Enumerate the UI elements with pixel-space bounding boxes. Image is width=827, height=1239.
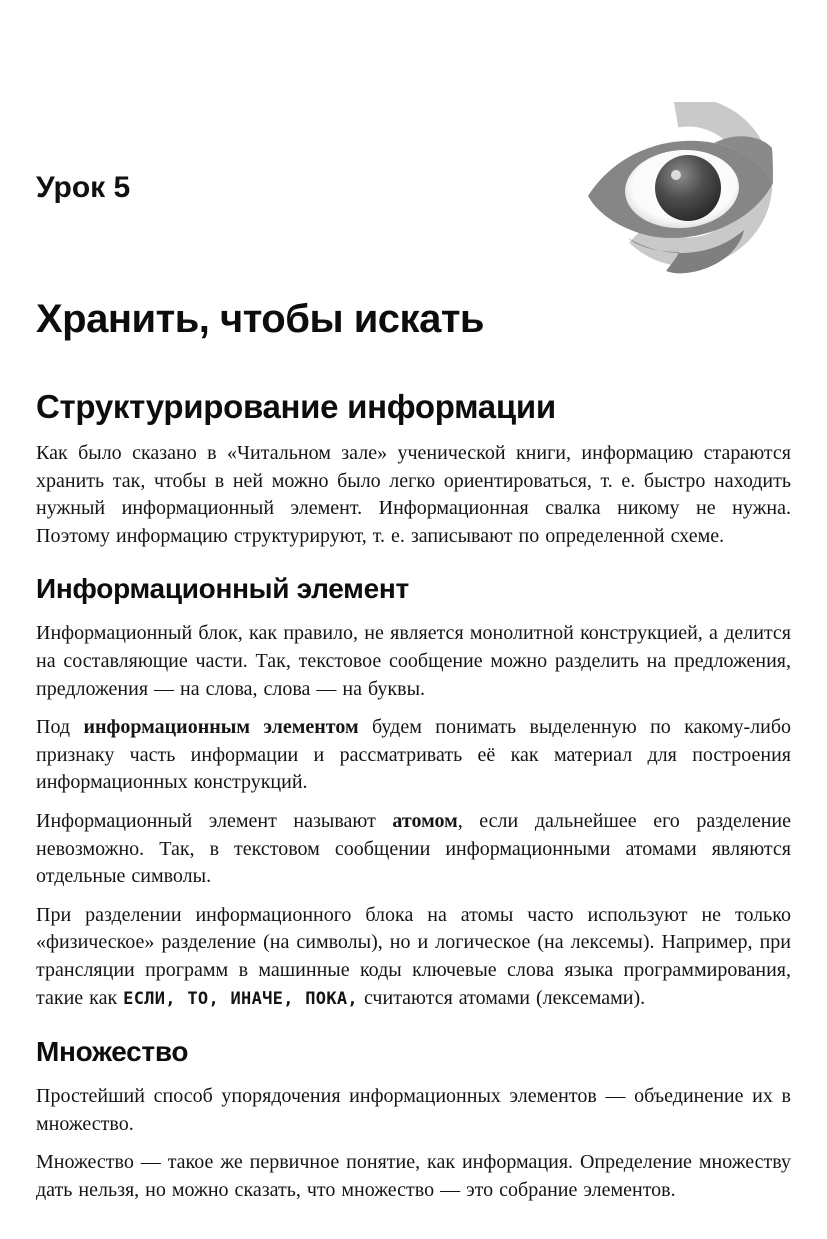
paragraph [36,440,791,550]
text-segment: Простейший способ упорядочения информационных элементов — объединение их в множество. [36,1085,791,1135]
paragraph [36,714,791,797]
bold-term: атомом [392,809,458,832]
code-keyword: ЕСЛИ, ТО, ИНАЧЕ, ПОКА, [123,988,358,1009]
text-segment: Множество — такое же первичное понятие, как информация. Определение множеству дать нельзя, но можно сказать, что множество — это собрание элементов. [36,1151,791,1201]
paragraph [36,1149,791,1204]
paragraph [36,902,791,1013]
bold-term: информационным элементом [83,716,359,739]
paragraph [36,808,791,891]
section-heading: Информационный элемент [36,573,409,605]
paragraph [36,1083,791,1138]
section-heading: Структурирование информации [36,388,556,425]
section-heading: Множество [36,1036,189,1068]
eye-logo [575,102,787,282]
logo-highlight [671,170,681,180]
text-segment: Информационный элемент называют [36,809,393,832]
paragraph [36,620,791,703]
page-title: Хранить, чтобы искать [36,297,484,341]
content [36,388,791,1204]
text-segment: будем понимать выделенную по какому-либо признаку часть информации и рассматривать её как материал для построения информационных конструкций. [36,716,792,794]
logo-iris [655,155,721,221]
text-segment: Информационный блок, как правило, не является монолитной конструкцией, а делится на составляющие части. Так, текстовое сообщение можно разделить на предложения, предложения — на слова, слова — на буквы. [36,622,791,700]
text-segment: , если дальнейшее его разделение невозможно. Так, в текстовом сообщении информационными атомами являются отдельные символы. [36,809,791,888]
eye-logo-graphic [575,102,787,282]
text-segment: Под [36,716,84,739]
text-segment: Как было сказано в «Читальном зале» ученической книги, информацию стараются хранить так, чтобы в ней можно было легко ориентироваться, т. е. быстро находить нужный информационный элемент. Информационная свалка никому не нужна. Поэтому информацию структурируют, т. е. записывают по определенной схеме. [36,442,791,547]
text-segment: считаются атомами (лексемами). [357,986,646,1009]
text-segment: При разделении информационного блока на атомы часто используют не только «физическое» разделение (на символы), но и логическое (на лексемы). Например, при трансляции программ в машинные коды ключевые слова языка программирования, такие как [36,903,791,1009]
lesson-label: Урок 5 [36,171,131,204]
